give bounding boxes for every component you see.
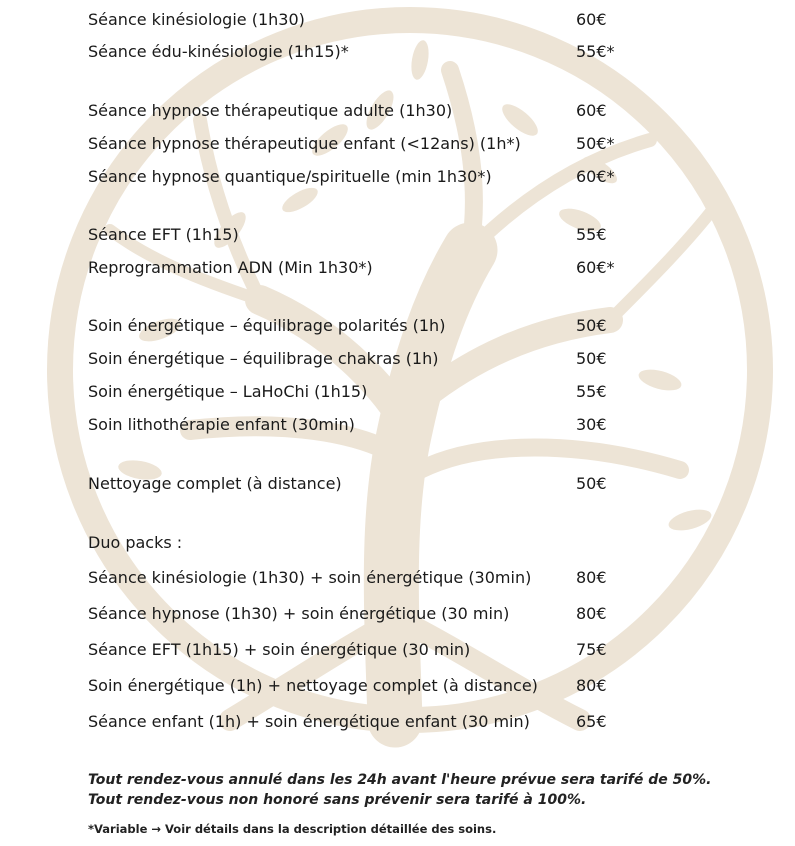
service-label: Séance kinésiologie (1h30): [88, 10, 305, 29]
service-price: 55€*: [576, 42, 615, 61]
duo-price: 80€: [576, 676, 607, 695]
duo-label: Soin énergétique (1h) + nettoyage complet (à distance): [88, 676, 538, 695]
service-label: Séance édu-kinésiologie (1h15)*: [88, 42, 349, 61]
service-price: 60€*: [576, 167, 615, 186]
duo-label: Séance kinésiologie (1h30) + soin énergétique (30min): [88, 568, 532, 587]
service-price: 55€: [576, 382, 607, 401]
service-price: 30€: [576, 415, 607, 434]
service-price: 50€*: [576, 134, 615, 153]
duo-label: Séance enfant (1h) + soin énergétique enfant (30 min): [88, 712, 530, 731]
service-price: 50€: [576, 474, 607, 493]
service-label: Soin énergétique – équilibrage chakras (1h): [88, 349, 439, 368]
service-label: Soin énergétique – équilibrage polarités (1h): [88, 316, 446, 335]
service-price: 60€: [576, 10, 607, 29]
service-label: Séance hypnose thérapeutique enfant (<12ans) (1h*): [88, 134, 521, 153]
service-price: 50€: [576, 349, 607, 368]
duo-label: Séance hypnose (1h30) + soin énergétique (30 min): [88, 604, 510, 623]
duo-price: 80€: [576, 568, 607, 587]
service-label: Reprogrammation ADN (Min 1h30*): [88, 258, 373, 277]
service-price: 55€: [576, 225, 607, 244]
service-label: Soin énergétique – LaHoChi (1h15): [88, 382, 368, 401]
service-price: 50€: [576, 316, 607, 335]
cancellation-note: Tout rendez-vous annulé dans les 24h avant l'heure prévue sera tarifé de 50%.: [88, 772, 712, 788]
section-heading: Duo packs :: [88, 533, 183, 552]
duo-price: 65€: [576, 712, 607, 731]
variable-footnote: *Variable → Voir détails dans la description détaillée des soins.: [88, 822, 497, 836]
service-label: Séance EFT (1h15): [88, 225, 239, 244]
service-label: Soin lithothérapie enfant (30min): [88, 415, 355, 434]
duo-price: 75€: [576, 640, 607, 659]
service-label: Séance hypnose quantique/spirituelle (min 1h30*): [88, 167, 492, 186]
service-label: Nettoyage complet (à distance): [88, 474, 342, 493]
no-show-note: Tout rendez-vous non honoré sans prévenir sera tarifé à 100%.: [88, 792, 587, 808]
duo-price: 80€: [576, 604, 607, 623]
duo-label: Séance EFT (1h15) + soin énergétique (30 min): [88, 640, 471, 659]
service-label: Séance hypnose thérapeutique adulte (1h30): [88, 101, 453, 120]
service-price: 60€: [576, 101, 607, 120]
service-price: 60€*: [576, 258, 615, 277]
policy-notes: [88, 770, 768, 810]
